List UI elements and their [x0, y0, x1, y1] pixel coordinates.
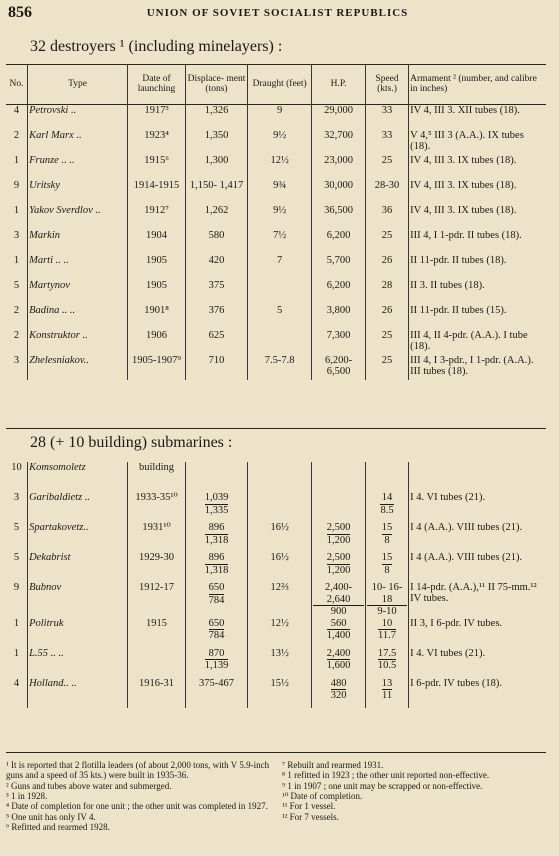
- cell-armament: V 4,⁵ III 3 (A.A.). IX tubes (18).: [410, 130, 524, 153]
- cell-type: Konstruktor ..: [28, 330, 128, 355]
- cell-draught: [248, 330, 312, 355]
- stacked-value: $\frac{10}{11.7}$: [378, 617, 397, 642]
- cell-type: Karl Marx ..: [28, 130, 128, 155]
- table-row: [6, 552, 546, 582]
- cell-hp: 7,300: [312, 330, 366, 355]
- table-row: [6, 280, 546, 305]
- table-row: [6, 462, 546, 492]
- cell-no: 5: [6, 522, 28, 552]
- cell-armament: II 11-pdr. II tubes (18).: [410, 255, 507, 266]
- cell-no: 5: [6, 280, 28, 305]
- stacked-value: $\frac{2,500}{1,200}$: [326, 522, 351, 546]
- cell-draught: 12½: [248, 155, 312, 180]
- cell-displacement: [185, 492, 247, 522]
- cell-displacement: 376: [185, 305, 247, 330]
- cell-date: 1904: [128, 230, 186, 255]
- footnote: ⁵ One unit has only IV 4.: [6, 811, 96, 822]
- col-date-header: Date of launching: [128, 65, 186, 105]
- cell-draught: 7: [248, 255, 312, 280]
- footnote: ¹⁰ Date of completion.: [282, 791, 363, 802]
- stacked-value: $\frac{17.5}{10.5}$: [377, 647, 397, 672]
- cell-no: 2: [6, 130, 28, 155]
- cell-armament: IV 4, III 3. XII tubes (18).: [410, 105, 520, 116]
- cell-hp: 36,500: [312, 205, 366, 230]
- cell-no: 1: [6, 648, 28, 678]
- cell-speed: [365, 492, 408, 522]
- col-no-header: No.: [6, 65, 28, 105]
- cell-type: L.55 .. ..: [28, 648, 128, 678]
- footnotes-right: [282, 760, 552, 822]
- cell-speed: 26: [365, 255, 408, 280]
- cell-hp: [312, 522, 366, 552]
- stacked-value: $\frac{896}{1,318}$: [204, 522, 229, 546]
- footnote: ⁷ Rebuilt and rearmed 1931.: [282, 760, 384, 770]
- cell-hp: [312, 462, 366, 492]
- cell-hp: 23,000: [312, 155, 366, 180]
- table-row: [6, 205, 546, 230]
- footnote: ⁸ 1 refitted in 1923 ; the other unit reported non-effective.: [282, 770, 490, 781]
- cell-speed: [365, 522, 408, 552]
- table-row: [6, 105, 546, 131]
- footnote: ⁴ Date of completion for one unit ; the other unit was completed in 1927.: [6, 801, 268, 812]
- cell-armament: II 11-pdr. II tubes (15).: [410, 305, 507, 316]
- cell-hp: 32,700: [312, 130, 366, 155]
- submarines-heading: 28 (+ 10 building) submarines :: [30, 434, 233, 451]
- stacked-value: $\frac{2,500}{1,200}$: [326, 552, 351, 576]
- cell-speed: [365, 648, 408, 678]
- cell-displacement: [185, 618, 247, 648]
- cell-type: Holland.. ..: [28, 678, 128, 708]
- cell-date: 1905: [128, 255, 186, 280]
- stacked-value: $\frac{870}{1,139}$: [204, 647, 229, 672]
- cell-armament: [409, 462, 546, 492]
- destroyers-heading: 32 destroyers ¹ (including minelayers) :: [30, 38, 283, 55]
- cell-displacement: [185, 552, 247, 582]
- cell-type: Spartakovetz..: [28, 522, 128, 552]
- cell-armament: III 4, II 4-pdr. (A.A.). I tube (18).: [410, 330, 528, 353]
- cell-no: 4: [6, 105, 28, 131]
- table-row: [6, 678, 546, 708]
- cell-draught: [248, 280, 312, 305]
- running-title: UNION OF SOVIET SOCIALIST REPUBLICS: [146, 7, 409, 19]
- cell-speed: 33: [365, 130, 408, 155]
- footnote-divider: [6, 752, 546, 753]
- col-speed-header: Speed (kts.): [365, 65, 408, 105]
- cell-date: 1906: [128, 330, 186, 355]
- cell-displacement: 625: [185, 330, 247, 355]
- footnote: ¹ It is reported that 2 flotilla leaders (of about 2,000 tons, with V 5.9-inch guns and a speed of 35 kts.) were built in 1935-36.: [6, 760, 270, 781]
- cell-hp: [312, 648, 366, 678]
- cell-speed: 25: [365, 230, 408, 255]
- cell-no: 3: [6, 230, 28, 255]
- table-row: [6, 155, 546, 180]
- cell-speed: [365, 552, 408, 582]
- cell-date: 1912⁷: [128, 205, 186, 230]
- cell-type: Bubnov: [28, 582, 128, 618]
- cell-hp: [312, 552, 366, 582]
- cell-date: 1931¹⁰: [128, 522, 186, 552]
- cell-displacement: [185, 522, 247, 552]
- cell-displacement: [185, 582, 247, 618]
- cell-speed: 36: [365, 205, 408, 230]
- cell-armament: II 3. II tubes (18).: [410, 280, 485, 291]
- cell-armament: I 14-pdr. (A.A.),¹¹ II 75-mm.¹² IV tubes.: [410, 582, 537, 605]
- cell-type: Martynov: [28, 280, 128, 305]
- cell-armament: I 4 (A.A.). VIII tubes (21).: [410, 522, 523, 533]
- cell-displacement: [185, 648, 247, 678]
- cell-no: 10: [6, 462, 28, 492]
- destroyers-table: [6, 64, 546, 380]
- cell-displacement: 710: [185, 355, 247, 380]
- cell-no: 2: [6, 330, 28, 355]
- cell-date: 1912-17: [128, 582, 186, 618]
- page-number: 856: [8, 4, 32, 21]
- stacked-value: $\frac{14}{8.5}$: [380, 492, 394, 516]
- cell-draught: 16½: [248, 522, 312, 552]
- cell-no: 4: [6, 678, 28, 708]
- footnotes-left: [6, 760, 276, 832]
- cell-speed: [365, 618, 408, 648]
- stacked-value: $\frac{2,400}{1,600}$: [326, 647, 351, 672]
- col-hp-header: H.P.: [312, 65, 366, 105]
- cell-draught: 9¾: [248, 180, 312, 205]
- cell-type: Garibaldietz ..: [28, 492, 128, 522]
- table-row: [6, 130, 546, 155]
- cell-draught: [248, 462, 312, 492]
- stacked-value: $\frac{15}{8}$: [381, 552, 393, 576]
- stacked-value: $\frac{650}{784}$: [208, 582, 225, 606]
- cell-speed: 28-30: [365, 180, 408, 205]
- cell-date: 1917³: [128, 105, 186, 131]
- cell-displacement: 1,150- 1,417: [185, 180, 247, 205]
- cell-hp: [312, 678, 366, 708]
- table-row: [6, 618, 546, 648]
- cell-date: [128, 648, 186, 678]
- cell-draught: 7½: [248, 230, 312, 255]
- cell-displacement: 420: [185, 255, 247, 280]
- cell-hp: 30,000: [312, 180, 366, 205]
- cell-type: Uritsky: [28, 180, 128, 205]
- stacked-value: $\frac{560}{1,400}$: [326, 617, 351, 642]
- cell-displacement: 375-467: [185, 678, 247, 708]
- cell-armament: IV 4, III 3. IX tubes (18).: [410, 155, 517, 166]
- cell-date: 1901⁸: [128, 305, 186, 330]
- cell-no: 2: [6, 305, 28, 330]
- cell-displacement: 580: [185, 230, 247, 255]
- cell-speed: [365, 582, 408, 618]
- stacked-value: $\frac{13}{11}$: [381, 677, 393, 702]
- table-row: [6, 355, 546, 380]
- table-row: [6, 180, 546, 205]
- destroyers-body: [6, 105, 546, 381]
- cell-armament: I 6-pdr. IV tubes (18).: [410, 677, 503, 689]
- cell-type: Yakov Sverdlov ..: [28, 205, 128, 230]
- cell-hp: 6,200- 6,500: [312, 355, 366, 380]
- cell-date: 1915: [128, 618, 186, 648]
- cell-date: 1933-35¹⁰: [128, 492, 186, 522]
- cell-hp: 29,000: [312, 105, 366, 131]
- cell-type: Zhelesniakov..: [28, 355, 128, 380]
- section-divider: [6, 428, 546, 429]
- cell-no: 1: [6, 255, 28, 280]
- footnote: ⁹ 1 in 1907 ; one unit may be scrapped or non-effective.: [282, 780, 483, 791]
- table-row: [6, 305, 546, 330]
- cell-type: Dekabrist: [28, 552, 128, 582]
- cell-draught: 9½: [248, 130, 312, 155]
- table-header-row: [6, 65, 546, 105]
- cell-armament: III 4, I 1-pdr. II tubes (18).: [410, 230, 522, 241]
- cell-hp: 5,700: [312, 255, 366, 280]
- cell-no: 3: [6, 492, 28, 522]
- cell-date: 1905-1907⁹: [128, 355, 186, 380]
- cell-hp: 6,200: [312, 280, 366, 305]
- col-displacement-header: Displace- ment (tons): [185, 65, 247, 105]
- cell-draught: 7.5-7.8: [248, 355, 312, 380]
- cell-armament: IV 4, III 3. IX tubes (18).: [410, 205, 517, 216]
- cell-hp: [312, 582, 366, 618]
- cell-armament: III 4, I 3-pdr., I 1-pdr. (A.A.). III tubes (18).: [410, 355, 534, 378]
- cell-displacement: 1,262: [185, 205, 247, 230]
- cell-no: 1: [6, 155, 28, 180]
- cell-no: 1: [6, 618, 28, 648]
- footnote: ¹² For 7 vessels.: [282, 811, 339, 822]
- cell-speed: 26: [365, 305, 408, 330]
- cell-displacement: 1,326: [185, 105, 247, 131]
- cell-no: 5: [6, 552, 28, 582]
- cell-no: 3: [6, 355, 28, 380]
- cell-date: 1905: [128, 280, 186, 305]
- cell-speed: 25: [365, 155, 408, 180]
- cell-draught: 12½: [248, 618, 312, 648]
- table-row: [6, 522, 546, 552]
- stacked-value: $\frac{896}{1,318}$: [204, 552, 229, 576]
- cell-draught: 9: [248, 105, 312, 131]
- cell-date: 1929-30: [128, 552, 186, 582]
- cell-draught: 9½: [248, 205, 312, 230]
- cell-displacement: 1,350: [185, 130, 247, 155]
- cell-type: Politruk: [28, 618, 128, 648]
- table-row: [6, 255, 546, 280]
- cell-type: Markin: [28, 230, 128, 255]
- cell-date: 1914-1915: [128, 180, 186, 205]
- cell-speed: 28: [365, 280, 408, 305]
- footnote: ² Guns and tubes above water and submerged.: [6, 780, 172, 791]
- cell-date: 1923⁴: [128, 130, 186, 155]
- cell-type: Komsomoletz: [28, 462, 128, 492]
- table-row: [6, 492, 546, 522]
- cell-draught: [248, 492, 312, 522]
- cell-hp: 3,800: [312, 305, 366, 330]
- cell-date: building: [128, 462, 186, 492]
- cell-armament: I 4. VI tubes (21).: [410, 647, 486, 659]
- submarines-body: [6, 462, 546, 708]
- table-row: [6, 582, 546, 618]
- cell-no: 9: [6, 180, 28, 205]
- stacked-value: $\frac{650}{784}$: [208, 617, 225, 642]
- cell-armament: IV 4, III 3. IX tubes (18).: [410, 180, 517, 191]
- cell-speed: [365, 462, 408, 492]
- table-row: [6, 330, 546, 355]
- col-draught-header: Draught (feet): [248, 65, 312, 105]
- cell-no: 9: [6, 582, 28, 618]
- cell-hp: [312, 492, 366, 522]
- cell-type: Frunze .. ..: [28, 155, 128, 180]
- cell-draught: 5: [248, 305, 312, 330]
- stacked-value: $\frac{10- 16-18}{9-10}$: [367, 582, 407, 618]
- cell-hp: [312, 618, 366, 648]
- cell-draught: 13½: [248, 648, 312, 678]
- stacked-value: $\frac{1,039}{1,335}$: [204, 492, 229, 516]
- table-row: [6, 648, 546, 678]
- cell-armament: I 4 (A.A.). VIII tubes (21).: [410, 552, 523, 563]
- cell-speed: 25: [365, 330, 408, 355]
- col-type-header: Type: [28, 65, 128, 105]
- page-header: [4, 4, 551, 26]
- cell-hp: 6,200: [312, 230, 366, 255]
- cell-no: 1: [6, 205, 28, 230]
- cell-armament: II 3, I 6-pdr. IV tubes.: [410, 617, 503, 629]
- cell-type: Badina .. ..: [28, 305, 128, 330]
- cell-date: 1916-31: [128, 678, 186, 708]
- cell-draught: 12⅔: [248, 582, 312, 618]
- cell-draught: 16½: [248, 552, 312, 582]
- stacked-value: $\frac{15}{8}$: [381, 522, 393, 546]
- cell-displacement: 1,300: [185, 155, 247, 180]
- footnote: ⁶ Refitted and rearmed 1928.: [6, 822, 110, 833]
- col-armament-header: Armament ² (number, and calibre in inches): [410, 73, 537, 94]
- table-row: [6, 230, 546, 255]
- cell-armament: I 4. VI tubes (21).: [410, 492, 486, 503]
- cell-type: Petrovski ..: [28, 105, 128, 131]
- cell-date: 1915⁶: [128, 155, 186, 180]
- stacked-value: $\frac{480}{320}$: [330, 677, 347, 702]
- footnote: ³ 1 in 1928.: [6, 791, 48, 802]
- cell-speed: 25: [365, 355, 408, 380]
- cell-displacement: 375: [185, 280, 247, 305]
- footnote: ¹¹ For 1 vessel.: [282, 801, 336, 812]
- cell-displacement: [185, 462, 247, 492]
- stacked-value: $\frac{2,400- 2,640}{900}$: [313, 582, 364, 618]
- cell-speed: 33: [365, 105, 408, 131]
- cell-draught: 15½: [248, 678, 312, 708]
- cell-speed: [365, 678, 408, 708]
- cell-type: Marti .. ..: [28, 255, 128, 280]
- submarines-table: [6, 462, 546, 708]
